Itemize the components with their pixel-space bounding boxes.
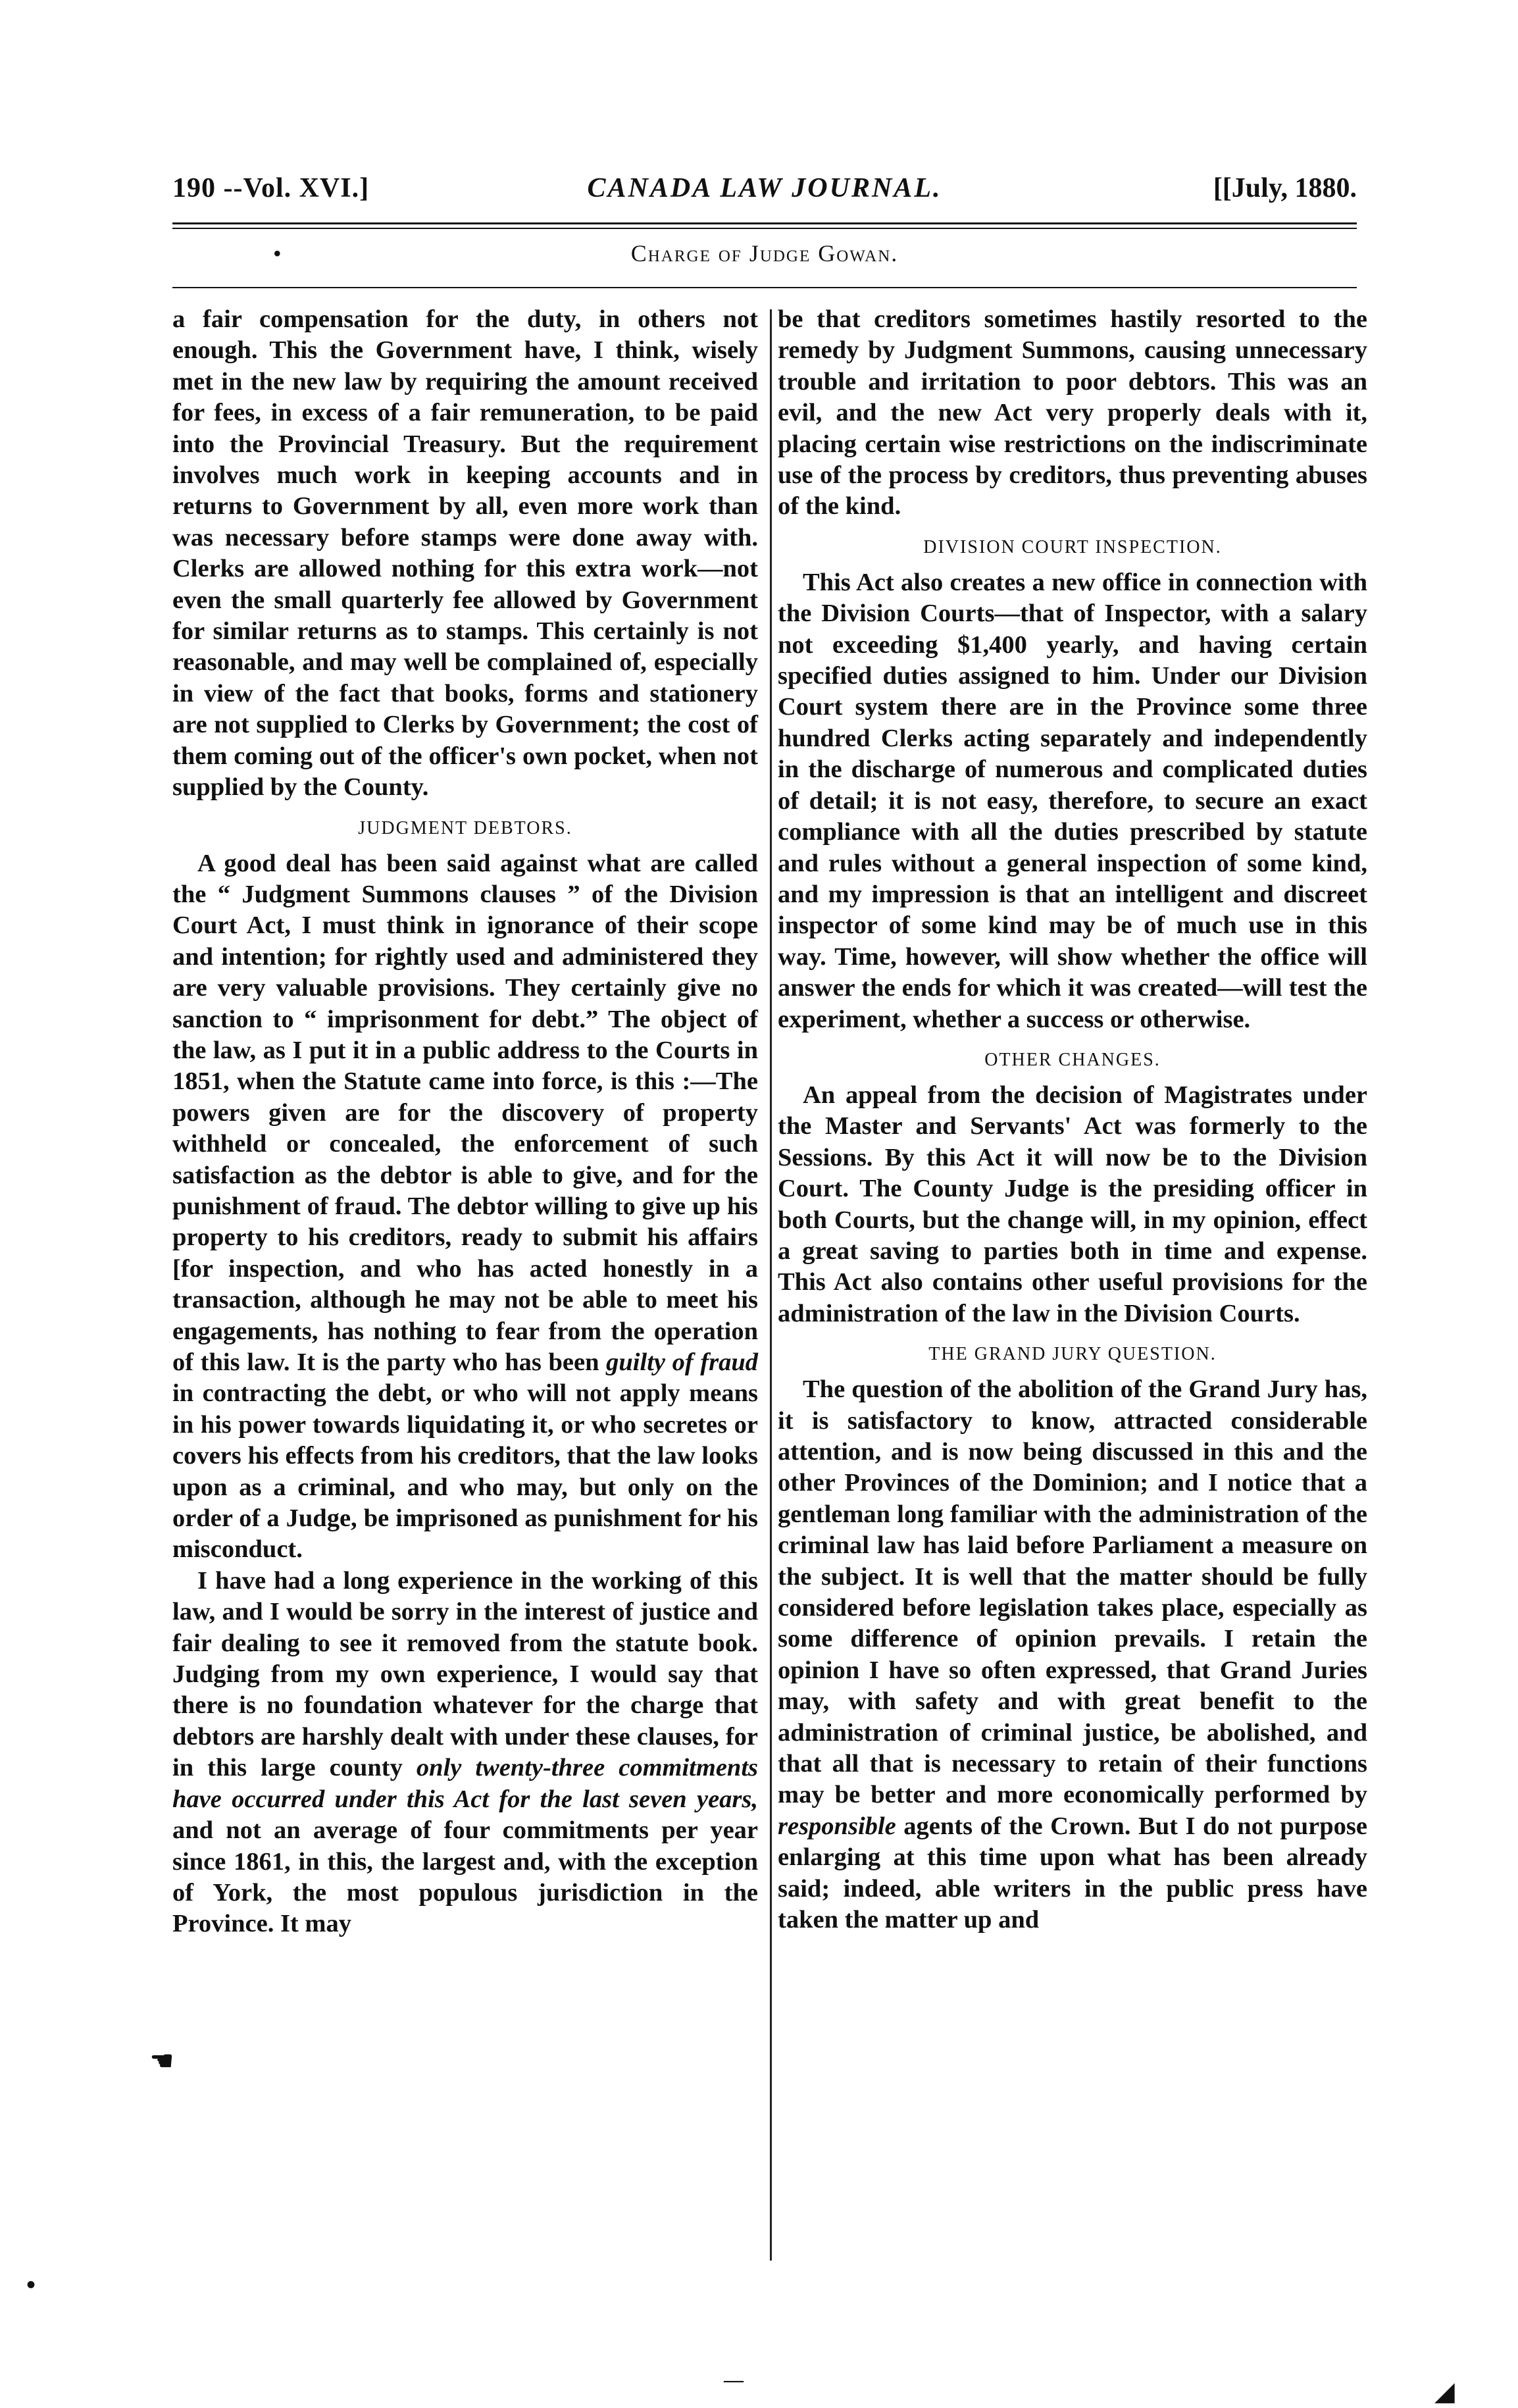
paragraph-creditors: be that creditors sometimes hastily resorted to the remedy by Judgment Summons, causing unnecessary trouble and irritation to poor debtors. This was an evil, and the new Act very properly deals with it, placing certain wise restrictions on the indiscriminate use of the process by creditors, thus preventing abuses of the kind. [778,305,1367,521]
heading-grand-jury: THE GRAND JURY QUESTION. [928,1344,1217,1365]
text-run: and not an average of four commitments per year since 1861, in this, the largest and, with the exception of York, the most populous jurisdiction in the Province. It may [172,1816,758,1938]
running-head-rule [172,287,1357,288]
right-column [778,304,1367,1936]
paragraph-grand-jury [778,1374,1367,1935]
text-run: in contracting the debt, or who will not apply means in his power towards liquidating it, or who secretes or covers his effects from his creditors, that the law looks upon as a criminal, and who may, but only on the order of a Judge, be imprisoned as punishment for his misconduct. [172,1379,758,1564]
header-rule-thin [172,228,1357,229]
column-divider [770,309,772,2261]
italic-run: guilty of fraud [606,1348,758,1376]
margin-dot-mark: • [26,2270,36,2299]
volume-page-number: 190 --Vol. XVI.] [172,173,370,203]
running-head-bullet: • [273,240,282,267]
paragraph-experience [172,1566,758,1940]
issue-date: [[July, 1880. [1213,173,1357,203]
italic-run: only twenty-three commitments have occurred under this Act for the last seven years, [172,1754,759,1813]
running-head: Charge of Judge Gowan. [630,240,899,267]
margin-corner-mark: ◢ [1434,2376,1455,2406]
text-run: I have had a long experience in the working of this law, and I would be sorry in the interest of justice and fair dealing to see it removed from the statute book. Judging from my own experience, I would say that there is no foundation whatever for the charge that debtors are harshly dealt with under these clauses, for in this large county [172,1566,758,1782]
page-header [172,172,1357,212]
margin-hand-mark: ☚ [150,2046,174,2076]
paragraph-judgment-summons [172,848,758,1566]
italic-run: responsible [778,1812,896,1840]
margin-dash-mark: — [724,2369,744,2391]
text-run: agents of the Crown. But I do not purpose enlarging at this time upon what has been already said; indeed, able writers in the public press have taken the matter up and [778,1812,1368,1934]
heading-other-changes: OTHER CHANGES. [984,1049,1161,1070]
heading-judgment-debtors: JUDGMENT DEBTORS. [358,817,572,838]
text-run: A good deal has been said against what are called the “ Judgment Summons clauses ” of the Division Court Act, I must think in ignorance of their scope and intention; for rightly used and administered they are very valuable provisions. They certainly give no sanction to “ imprisonment for debt.” The object of the law, as I put it in a public address to the Courts in 1851, when the Statute came into force, is this :—The powers given are for the discovery of property withheld or concealed, the enforcement of such satisfaction as the debtor is able to give, and for the punishment of fraud. The debtor willing to give up his property to his creditors, ready to submit his affairs [for inspection, and who has acted honestly in a transaction, although he may not be able to meet his engagements, has nothing to fear from the operation of this law. It is the party who has been [172,849,758,1376]
paragraph-appeal: An appeal from the decision of Magistrates under the Master and Servants' Act was formerly to the Sessions. By this Act it will now be to the Division Court. The County Judge is the presiding officer in both Courts, but the change will, in my opinion, effect a great saving to parties both in time and expense. This Act also contains other useful provisions for the administration of the law in the Division Courts. [778,1081,1367,1327]
paragraph-inspector: This Act also creates a new office in connection with the Division Courts—that of Inspector, with a salary not exceeding $1,400 yearly, and having certain specified duties assigned to him. Under our Division Court system there are in the Province some three hundred Clerks acting separately and independently in the discharge of numerous and complicated duties of detail; it is not easy, therefore, to secure an exact compliance with all the duties prescribed by statute and rules without a general inspection of some kind, and my impression is that an intelligent and discreet inspector of some kind may be of much use in this way. Time, however, will show whether the office will answer the ends for which it was created—will test the experiment, whether a success or otherwise. [778,568,1367,1033]
journal-title: CANADA LAW JOURNAL. [587,173,942,203]
paragraph-fees: a fair compensation for the duty, in others not enough. This the Government have, I think, wisely met in the new law by requiring the amount received for fees, in excess of a fair remuneration, to be paid into the Provincial Treasury. But the requirement involves much work in keeping accounts and in returns to Government by all, even more work than was necessary before stamps were done away with. Clerks are allowed nothing for this extra work—not even the small quarterly fee allowed by Government for similar returns as to stamps. This certainly is not reasonable, and may well be complained of, especially in view of the fact that books, forms and stationery are not supplied to Clerks by Government; the cost of them coming out of the officer's own pocket, when not supplied by the County. [172,305,758,802]
header-rule-thick [172,222,1357,224]
text-run: The question of the abolition of the Grand Jury has, it is satisfactory to know, attracted considerable attention, and is now being discussed in this and the other Provinces of the Dominion; and I notice that a gentleman long familiar with the administration of the criminal law has laid before Parliament a measure on the subject. It is well that the matter should be fully considered before legislation takes place, especially as some difference of opinion prevails. I retain the opinion I have so often expressed, that Grand Juries may, with safety and with great benefit to the administration of criminal justice, be abolished, and that all that is necessary to retain of their functions may be better and more economically performed by [778,1375,1367,1809]
left-column [172,304,758,1940]
heading-division-court-inspection: DIVISION COURT INSPECTION. [923,536,1222,557]
